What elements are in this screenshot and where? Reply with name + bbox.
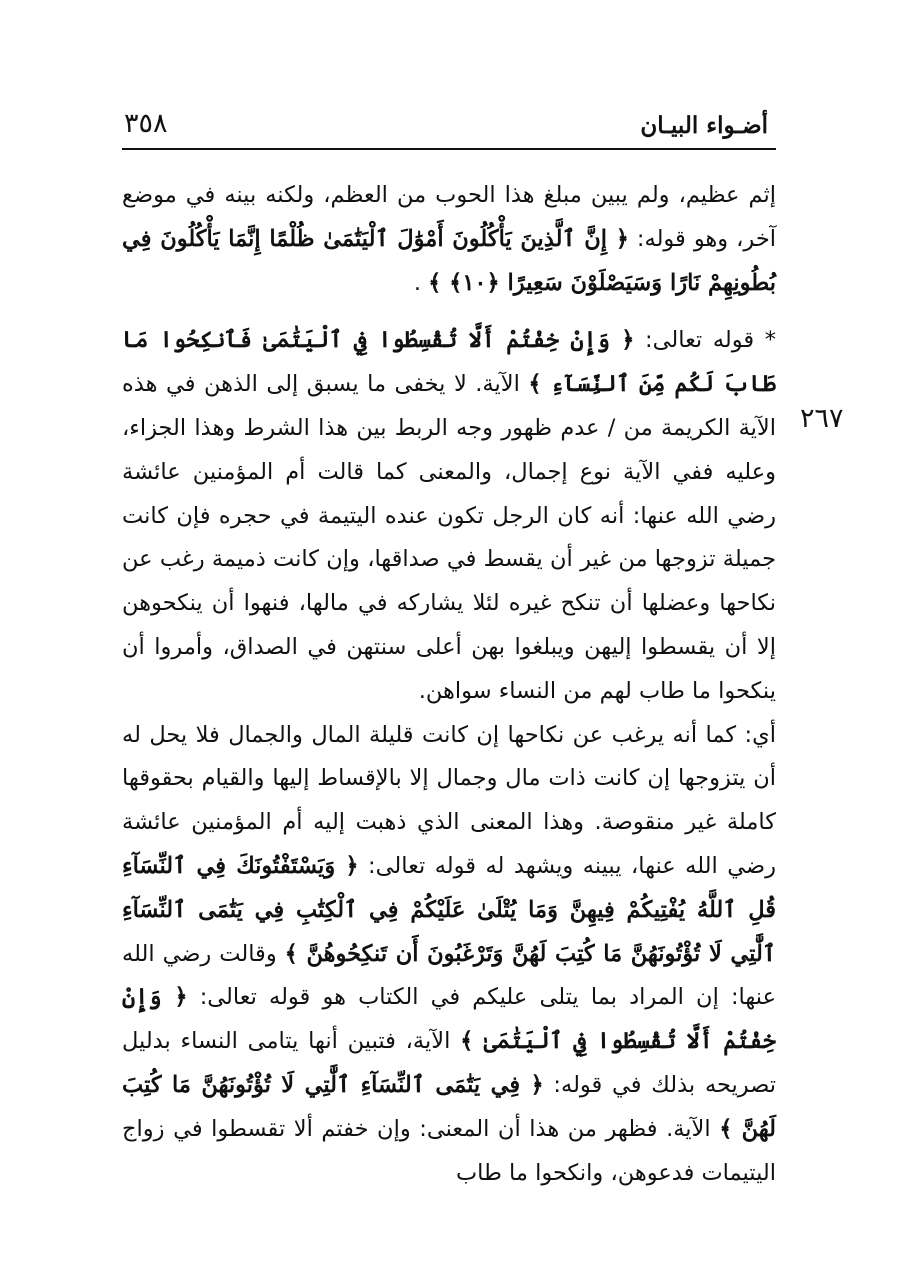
quran-verse: ﴿ وَيَسْتَفْتُونَكَ فِي ٱلنِّسَآءِ قُلِ ٱللَّهُ يُفْتِيكُمْ فِيهِنَّ وَمَا يُتْلَىٰ عَلَيْكُمْ فِي ٱلْكِتَٰبِ فِي يَتَٰمَى ٱلنِّسَآءِ ٱلَّٰتِي لَا تُؤْتُونَهُنَّ مَا كُتِبَ لَهُنَّ وَتَرْغَبُونَ أَن تَنكِحُوهُنَّ ﴾ [122,852,776,967]
book-title: أضـواء البيـان [640,112,768,139]
text-segment: . [413,269,429,296]
paragraph-3 [122,714,776,1196]
quran-verse: ﴿ وَإِنْ خِفْتُمْ أَلَّا تُقْسِطُوا فِي ٱلْيَتَٰمَىٰ ﴾ [122,984,776,1055]
quran-verse: ﴿ فِي يَتَٰمَى ٱلنِّسَآءِ ٱلَّٰتِي لَا تُؤْتُونَهُنَّ مَا كُتِبَ لَهُنَّ ﴾ [122,1071,777,1142]
quran-verse: ﴿ وَإِنْ خِفْتُمْ أَلَّا تُقْسِطُوا فِي ٱلْيَتَٰمَىٰ فَٱنكِحُوا مَا طَابَ لَكُم مِّنَ ٱلنِّسَآءِ ﴾ [122,327,776,398]
body-text [122,174,776,1195]
text-segment: إثم عظيم، ولم يبين مبلغ هذا الحوب من العظم، ولكنه بينه في موضع آخر، وهو قوله: [122,182,777,252]
page-header [122,108,776,150]
text-segment: الآية. فظهر من هذا أن المعنى: وإن خفتم ألا تقسطوا في زواج اليتيمات فدعوهن، وانكحوا ما طاب [122,1115,776,1186]
text-segment: * قوله تعالى: [634,327,776,354]
margin-page-reference: ٢٦٧ [800,403,844,434]
page-number: ٣٥٨ [124,108,168,139]
paragraph-2 [122,319,776,713]
text-segment: الآية. لا يخفى ما يسبق إلى الذهن في هذه الآية الكريمة من / عدم ظهور وجه الربط بين هذا الشرط وهذا الجزاء، وعليه ففي الآية نوع إجمال، والمعنى كما قالت أم المؤمنين عائشة رضي الله عنها: أنه كان الرجل تكون عنده اليتيمة في حجره فإن كانت جميلة تزوجها من غير أن يقسط في صداقها، وإن كانت ذميمة رغب عن نكاحها وعضلها أن تنكح غيره لئلا يشاركه في مالها، فنهوا أن ينكحوهن إلا أن يقسطوا إليهن ويبلغوا بهن أعلى سنتهن في الصداق، وأمروا أن ينكحوا ما طاب لهم من النساء سواهن. [122,371,776,704]
text-segment: أي: كما أنه يرغب عن نكاحها إن كانت قليلة المال والجمال فلا يحل له أن يتزوجها إن كانت ذات مال وجمال إلا بالإقساط إليها والقيام بحقوقها كاملة غير منقوصة. وهذا المعنى الذي ذهبت إليه أم المؤمنين عائشة رضي الله عنها، يبينه ويشهد له قوله تعالى: [122,721,776,879]
quran-verse: ﴿ إِنَّ ٱلَّذِينَ يَأْكُلُونَ أَمْوَٰلَ ٱلْيَتَٰمَىٰ ظُلْمًا إِنَّمَا يَأْكُلُونَ فِي بُطُونِهِمْ نَارًا وَسَيَصْلَوْنَ سَعِيرًا ﴿١٠﴾ ﴾ [122,225,776,296]
text-segment: الآية، فتبين أنها يتامى النساء بدليل تصريحه بذلك في قوله: [122,1028,776,1098]
text-segment: وقالت رضي الله عنها: إن المراد بما يتلى عليكم في الكتاب هو قوله تعالى: [122,940,776,1011]
paragraph-1 [122,174,776,305]
